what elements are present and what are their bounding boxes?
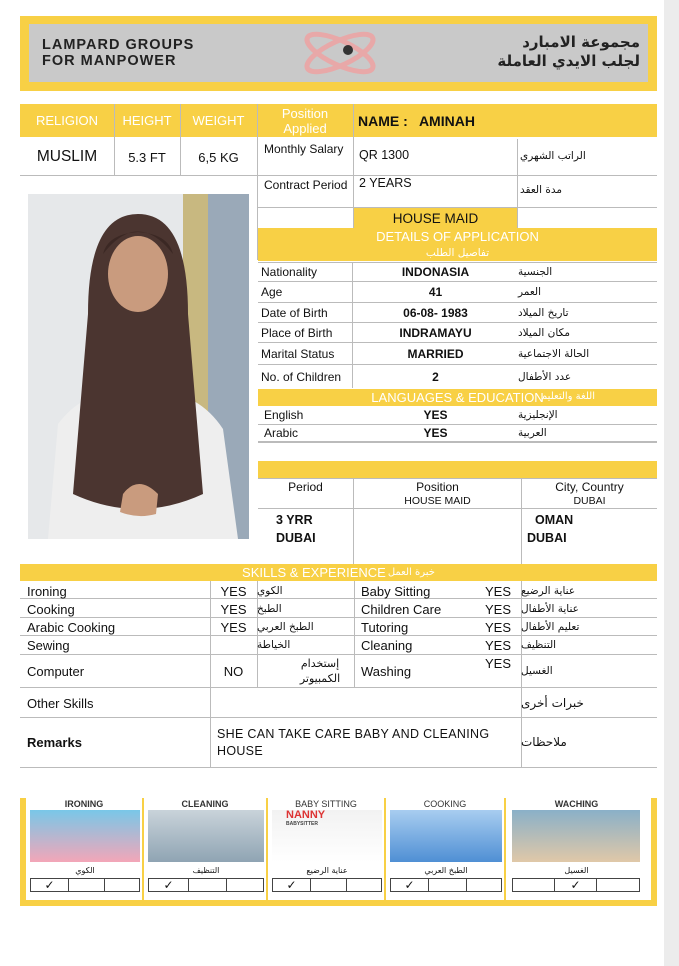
card-title: IRONING bbox=[64, 799, 104, 809]
language-row: English YES الإنجليزية bbox=[258, 406, 657, 425]
details-title-ar: تفاصيل الطلب bbox=[425, 246, 490, 259]
name-value: AMINAH bbox=[418, 113, 475, 129]
remarks-label: Remarks bbox=[27, 734, 82, 750]
remarks-ar: ملاحظات bbox=[521, 735, 567, 749]
contract-value: 2 YEARS bbox=[359, 176, 412, 190]
card-title: BABY SITTING bbox=[295, 799, 357, 809]
details-table bbox=[258, 262, 657, 387]
skill-arabic-cooking: Arabic Cooking bbox=[27, 619, 116, 635]
skill-card-cleaning bbox=[144, 798, 268, 900]
language-row: Arabic YES العربية bbox=[258, 425, 657, 442]
skill-computer: Computer bbox=[27, 663, 85, 679]
details-title: DETAILS OF APPLICATION bbox=[376, 229, 539, 244]
experience-period: 3 YRR DUBAI bbox=[276, 513, 316, 545]
yellow-divider bbox=[258, 461, 657, 478]
skill-card-cooking bbox=[386, 798, 506, 900]
card-caption: الغسيل bbox=[564, 866, 589, 875]
company-name-en: LAMPARD GROUPS FOR MANPOWER bbox=[42, 37, 195, 69]
card-title: CLEANING bbox=[181, 799, 229, 809]
salary-value: QR 1300 bbox=[359, 148, 410, 162]
card-title: COOKING bbox=[423, 799, 467, 809]
detail-row: Place of Birth INDRAMAYU مكان الميلاد bbox=[258, 323, 657, 343]
position-col-header: Position bbox=[416, 480, 459, 494]
card-image bbox=[390, 810, 502, 862]
card-caption: التنظيف bbox=[192, 866, 220, 875]
detail-row: Nationality INDONASIA الجنسية bbox=[258, 263, 657, 282]
height-value: 5.3 FT bbox=[128, 149, 166, 165]
religion-value: MUSLIM bbox=[36, 148, 98, 165]
remarks-value: SHE CAN TAKE CARE BABY AND CLEANING HOUSE bbox=[217, 727, 490, 758]
skill-washing: Washing bbox=[361, 663, 412, 679]
company-logo bbox=[297, 28, 383, 78]
card-image bbox=[148, 810, 264, 862]
skill-cooking: Cooking bbox=[27, 601, 75, 617]
other-skills-row bbox=[20, 688, 657, 718]
card-caption: الطبخ العربي bbox=[424, 866, 468, 875]
detail-row: Date of Birth 06-08- 1983 تاريخ الميلاد bbox=[258, 303, 657, 323]
religion-header: RELIGION bbox=[35, 113, 99, 128]
card-title: WACHING bbox=[554, 799, 599, 809]
languages-table bbox=[258, 406, 657, 460]
skill-baby-sitting: Baby Sitting bbox=[361, 583, 431, 599]
position-value: HOUSE MAID bbox=[354, 208, 517, 228]
skill-sewing: Sewing bbox=[27, 637, 70, 653]
card-caption: الكوي bbox=[75, 866, 95, 875]
skills-title: SKILLS & EXPERIENCE خبرة العمل bbox=[242, 565, 435, 580]
skills-table: Ironing YES الكوي Cooking YES الطبخ Arabic Cooking YES الطبخ العربي Sewing الخياطة Computer NO إستخدام الكمبيوتر Baby Sitting YES عناية الرضيع Children Care YES عناية الأطفال Tutoring YES تعليم الأطفال Cleaning YES التنظيف Washing YES الغسيل bbox=[20, 581, 657, 688]
experience-country: OMAN DUBAI bbox=[527, 513, 574, 545]
skill-cleaning: Cleaning bbox=[361, 637, 413, 653]
skill-card-washing bbox=[506, 798, 647, 900]
other-skills-label: Other Skills bbox=[27, 695, 94, 711]
card-checkbox: ✓ bbox=[512, 878, 640, 892]
nanny-badge: NANNY BABYSITTER bbox=[286, 809, 326, 827]
applicant-photo bbox=[28, 194, 249, 539]
detail-row: Marital Status MARRIED الحالة الاجتماعية bbox=[258, 343, 657, 365]
card-image bbox=[512, 810, 640, 862]
contract-ar: مدة العقد bbox=[520, 184, 562, 196]
salary-label: Monthly Salary bbox=[264, 142, 344, 156]
company-name-ar: مجموعة الامبارد لجلب الايدي العاملة bbox=[497, 33, 640, 70]
skill-children-care: Children Care bbox=[361, 601, 442, 617]
skill-card-ironing bbox=[26, 798, 144, 900]
position-header: Position Applied bbox=[281, 105, 329, 136]
skill-tutoring: Tutoring bbox=[361, 619, 409, 635]
card-checkbox: ✓ bbox=[148, 878, 264, 892]
name-cell bbox=[358, 113, 475, 129]
other-skills-ar: خبرات أخرى bbox=[521, 696, 584, 710]
detail-row: Age 41 العمر bbox=[258, 282, 657, 303]
card-image bbox=[30, 810, 140, 862]
card-checkbox: ✓ bbox=[272, 878, 382, 892]
salary-ar: الراتب الشهري bbox=[520, 150, 586, 162]
contract-label: Contract Period bbox=[264, 178, 348, 192]
detail-row: No. of Children 2 عدد الأطفال bbox=[258, 365, 657, 388]
skill-cards bbox=[26, 798, 651, 900]
period-header: Period bbox=[288, 480, 323, 494]
remarks-row bbox=[20, 718, 657, 768]
height-header: HEIGHT bbox=[122, 113, 172, 128]
card-checkbox: ✓ bbox=[30, 878, 140, 892]
skill-card-baby-sitting bbox=[268, 798, 386, 900]
skill-ironing: Ironing bbox=[27, 583, 67, 599]
languages-title-ar: اللغة والتعليم bbox=[541, 391, 595, 402]
weight-header: WEIGHT bbox=[192, 113, 245, 128]
languages-title: LANGUAGES & EDUCATION bbox=[371, 390, 544, 405]
card-checkbox: ✓ bbox=[390, 878, 502, 892]
position-col-value: HOUSE MAID bbox=[404, 495, 471, 507]
name-label: NAME : bbox=[358, 113, 408, 129]
city-value: DUBAI bbox=[573, 495, 606, 507]
weight-value: 6,5 KG bbox=[198, 149, 239, 165]
city-header: City, Country bbox=[555, 480, 624, 494]
card-caption: عناية الرضيع bbox=[306, 866, 348, 875]
